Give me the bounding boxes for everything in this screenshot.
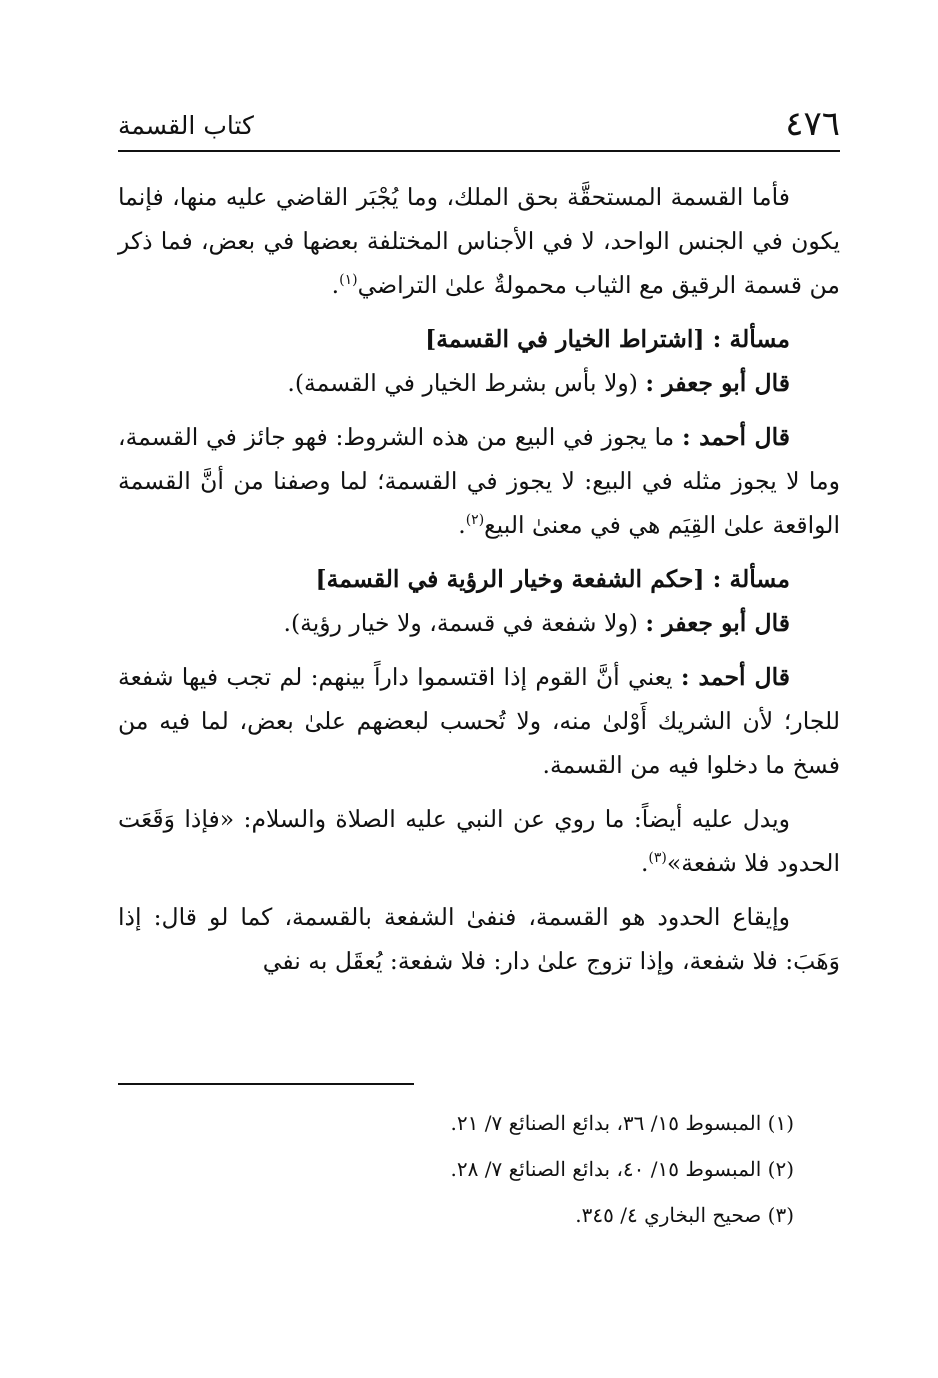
section-heading-1: مسألة : [اشتراط الخيار في القسمة] [425,325,790,353]
footnote-2: (٢) المبسوط ١٥/ ٤٠، بدائع الصنائع ٧/ ٢٨. [450,1157,794,1181]
paragraph-text: فأما القسمة المستحقَّة بحق الملك، وما يُجْبَر القاضي عليه منها، فإنما يكون في الجنس الواحد، لا في الأجناس المختلفة بعضها في بعض، فما ذكر من قسمة الرقيق مع الثياب محمولةٌ علىٰ التراضي [118,183,840,299]
paragraph-4 [118,601,840,645]
paragraph-text: ما يجوز في البيع من هذه الشروط: فهو جائز في القسمة، وما لا يجوز مثله في البيع: لا يجوز في القسمة؛ لما وصفنا من أنَّ القسمة الواقعة علىٰ القِيَم هي في معنىٰ البيع [118,423,840,539]
paragraph-text: (ولا شفعة في قسمة، ولا خيار رؤية). [283,609,638,637]
running-title: كتاب القسمة [118,111,254,140]
footnote-1: (١) المبسوط ١٥/ ٣٦، بدائع الصنائع ٧/ ٢١. [450,1111,794,1135]
footnote-ref: (٢) [465,512,485,529]
footnote-ref: (١) [339,272,358,289]
paragraph-end: . [640,849,649,877]
paragraph-end: . [458,511,466,539]
paragraph-2 [118,361,840,405]
footnote-3: (٣) صحيح البخاري ٤/ ٣٤٥. [575,1203,794,1227]
footnotes [118,1100,794,1238]
speaker-label: قال أبو جعفر : [645,369,790,397]
speaker-label: قال أحمد : [681,423,790,451]
paragraph-text: وإيقاع الحدود هو القسمة، فنفىٰ الشفعة بالقسمة، كما لو قال: إذا وَهَبَ: فلا شفعة، وإذا تزوج علىٰ دار: فلا شفعة: يُعقَل به نفي [118,903,840,975]
paragraph-1 [118,175,840,307]
footnote-separator [118,1083,414,1085]
paragraph-text: يعني أنَّ القوم إذا اقتسموا داراً بينهم: لم تجب فيها شفعة للجار؛ لأن الشريك أَوْلىٰ منه، ولا تُحسب لبعضهم علىٰ بعض، لما فيه من فسخ ما دخلوا فيه من القسمة. [118,663,840,779]
page-header [118,100,840,152]
paragraph-5 [118,655,840,787]
main-text [118,175,840,983]
speaker-label: قال أحمد : [680,663,790,691]
footnote-ref: (٣) [648,850,667,867]
paragraph-text: ويدل عليه أيضاً: ما روي عن النبي عليه الصلاة والسلام: «فإذا وَقَعَت الحدود فلا شفعة» [118,805,840,877]
paragraph-6 [118,797,840,885]
paragraph-text: (ولا بأس بشرط الخيار في القسمة). [287,369,638,397]
book-page [118,0,840,1378]
paragraph-end: . [331,271,340,299]
speaker-label: قال أبو جعفر : [645,609,790,637]
section-heading-2: مسألة : [حكم الشفعة وخيار الرؤية في القسمة] [315,565,790,593]
paragraph-7 [118,895,840,983]
page-number: ٤٧٦ [785,104,840,144]
paragraph-3 [118,415,840,547]
